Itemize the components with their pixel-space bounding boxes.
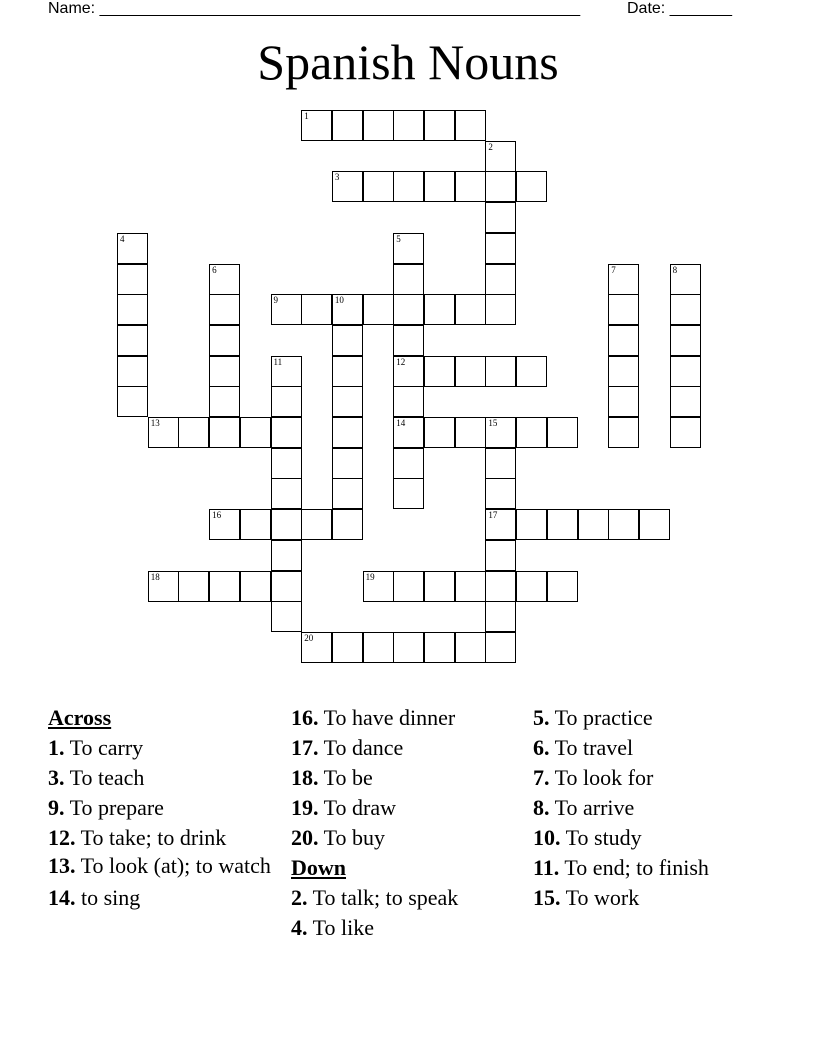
grid-cell[interactable] bbox=[485, 448, 516, 479]
grid-cell[interactable] bbox=[271, 294, 302, 325]
clue-number: 17 bbox=[488, 510, 498, 521]
grid-cell[interactable] bbox=[424, 356, 455, 387]
clue-item-text: To look (at); to watch bbox=[75, 853, 271, 878]
grid-cell[interactable] bbox=[240, 509, 271, 540]
clue-number: 9 bbox=[273, 295, 278, 306]
grid-cell[interactable] bbox=[332, 632, 363, 663]
grid-cell[interactable] bbox=[117, 264, 148, 295]
grid-cell[interactable] bbox=[301, 632, 332, 663]
grid-cell[interactable] bbox=[516, 571, 547, 602]
clue-item bbox=[533, 763, 793, 793]
name-field-label: Name: ______________________________________________________ bbox=[48, 0, 581, 17]
grid-cell[interactable] bbox=[271, 386, 302, 417]
grid-cell[interactable] bbox=[363, 571, 394, 602]
grid-cell[interactable] bbox=[547, 509, 578, 540]
grid-cell[interactable] bbox=[332, 386, 363, 417]
grid-cell[interactable] bbox=[271, 417, 302, 448]
grid-cell[interactable] bbox=[608, 509, 639, 540]
grid-cell[interactable] bbox=[332, 294, 363, 325]
clue-item-number: 6. bbox=[533, 735, 550, 760]
clue-item bbox=[48, 793, 273, 823]
down-heading: Down bbox=[291, 855, 347, 880]
grid-cell[interactable] bbox=[209, 386, 240, 417]
grid-cell[interactable] bbox=[393, 571, 424, 602]
grid-cell[interactable] bbox=[363, 294, 394, 325]
clue-number: 3 bbox=[334, 172, 340, 183]
grid-cell[interactable] bbox=[393, 356, 424, 387]
grid-cell[interactable] bbox=[332, 509, 363, 540]
grid-cell[interactable] bbox=[393, 386, 424, 417]
grid-cell[interactable] bbox=[332, 110, 363, 141]
clue-number: 11 bbox=[273, 356, 283, 367]
grid-cell[interactable] bbox=[516, 417, 547, 448]
grid-cell[interactable] bbox=[393, 294, 424, 325]
clue-item-text: To arrive bbox=[549, 795, 635, 820]
grid-cell[interactable] bbox=[455, 356, 486, 387]
grid-cell[interactable] bbox=[363, 110, 394, 141]
grid-cell[interactable] bbox=[393, 233, 424, 264]
grid-cell[interactable] bbox=[485, 478, 516, 509]
clue-item-text: To look for bbox=[549, 765, 654, 790]
clue-item-text: To dance bbox=[318, 735, 404, 760]
clue-item bbox=[48, 733, 273, 763]
grid-cell[interactable] bbox=[301, 294, 332, 325]
grid-cell[interactable] bbox=[485, 233, 516, 264]
grid-cell[interactable] bbox=[516, 509, 547, 540]
grid-cell[interactable] bbox=[485, 202, 516, 233]
clue-item bbox=[533, 823, 793, 853]
clue-number: 20 bbox=[304, 632, 314, 643]
grid-cell[interactable] bbox=[148, 417, 179, 448]
clue-item bbox=[48, 763, 273, 793]
grid-cell[interactable] bbox=[393, 478, 424, 509]
clue-item-number: 19. bbox=[291, 795, 319, 820]
grid-cell[interactable] bbox=[332, 417, 363, 448]
grid-cell[interactable] bbox=[393, 325, 424, 356]
grid-cell[interactable] bbox=[670, 294, 701, 325]
grid-cell[interactable] bbox=[516, 171, 547, 202]
grid-cell[interactable] bbox=[485, 141, 516, 172]
clue-item-number: 18. bbox=[291, 765, 319, 790]
clue-item-number: 10. bbox=[533, 825, 561, 850]
clue-item-text: To practice bbox=[549, 705, 653, 730]
clue-item-number: 11. bbox=[533, 855, 560, 880]
clue-number: 19 bbox=[365, 571, 375, 582]
grid-cell[interactable] bbox=[455, 171, 486, 202]
grid-cell[interactable] bbox=[455, 417, 486, 448]
clue-item-text: To travel bbox=[549, 735, 634, 760]
grid-cell[interactable] bbox=[117, 325, 148, 356]
clue-item-number: 16. bbox=[291, 705, 319, 730]
clue-number: 16 bbox=[212, 510, 222, 521]
grid-cell[interactable] bbox=[271, 601, 302, 632]
grid-cell[interactable] bbox=[117, 356, 148, 387]
grid-cell[interactable] bbox=[424, 171, 455, 202]
clue-item-text: To draw bbox=[318, 795, 396, 820]
clue-item-number: 3. bbox=[48, 765, 65, 790]
grid-cell[interactable] bbox=[271, 478, 302, 509]
grid-cell[interactable] bbox=[670, 417, 701, 448]
grid-cell[interactable] bbox=[271, 509, 302, 540]
grid-cell[interactable] bbox=[670, 325, 701, 356]
clue-item-number: 2. bbox=[291, 885, 308, 910]
clue-item bbox=[533, 793, 793, 823]
grid-cell[interactable] bbox=[301, 509, 332, 540]
clue-number: 18 bbox=[150, 571, 160, 582]
grid-cell[interactable] bbox=[209, 571, 240, 602]
grid-cell[interactable] bbox=[271, 448, 302, 479]
grid-cell[interactable] bbox=[117, 294, 148, 325]
clue-item bbox=[291, 883, 521, 913]
clue-item bbox=[291, 823, 521, 853]
clue-number: 5 bbox=[396, 233, 401, 244]
grid-cell[interactable] bbox=[332, 356, 363, 387]
grid-cell[interactable] bbox=[424, 110, 455, 141]
grid-cell[interactable] bbox=[424, 294, 455, 325]
grid-cell[interactable] bbox=[332, 478, 363, 509]
clue-item-number: 1. bbox=[48, 735, 65, 760]
clue-item bbox=[533, 703, 793, 733]
grid-cell[interactable] bbox=[148, 571, 179, 602]
grid-cell[interactable] bbox=[117, 386, 148, 417]
grid-cell[interactable] bbox=[301, 110, 332, 141]
clue-item-text: to sing bbox=[75, 885, 141, 910]
clue-number: 6 bbox=[212, 264, 217, 275]
clue-item bbox=[48, 823, 273, 853]
puzzle-title: Spanish Nouns bbox=[257, 34, 559, 90]
grid-cell[interactable] bbox=[271, 540, 302, 571]
grid-cell[interactable] bbox=[670, 386, 701, 417]
clue-number: 7 bbox=[611, 264, 616, 275]
grid-cell[interactable] bbox=[608, 417, 639, 448]
grid-cell[interactable] bbox=[271, 356, 302, 387]
clue-item bbox=[48, 853, 273, 883]
clue-item bbox=[291, 733, 521, 763]
grid-cell[interactable] bbox=[516, 356, 547, 387]
clue-number: 1 bbox=[304, 111, 309, 121]
grid-cell[interactable] bbox=[209, 509, 240, 540]
clue-item-text: To take; to drink bbox=[75, 825, 227, 850]
grid-cell[interactable] bbox=[332, 325, 363, 356]
grid-cell[interactable] bbox=[485, 171, 516, 202]
grid-cell[interactable] bbox=[393, 632, 424, 663]
grid-cell[interactable] bbox=[485, 417, 516, 448]
clue-item-text: To carry bbox=[64, 735, 144, 760]
clue-number: 13 bbox=[150, 418, 160, 428]
grid-cell[interactable] bbox=[485, 509, 516, 540]
grid-cell[interactable] bbox=[363, 632, 394, 663]
clue-column-2 bbox=[291, 703, 521, 943]
clue-item-text: To teach bbox=[64, 765, 145, 790]
clue-number: 14 bbox=[396, 418, 406, 428]
grid-cell[interactable] bbox=[485, 571, 516, 602]
grid-cell[interactable] bbox=[209, 417, 240, 448]
grid-cell[interactable] bbox=[485, 294, 516, 325]
clue-item-text: To prepare bbox=[64, 795, 164, 820]
clue-item-text: To talk; to speak bbox=[307, 885, 459, 910]
clue-number: 4 bbox=[120, 233, 125, 244]
grid-cell[interactable] bbox=[608, 386, 639, 417]
grid-cell[interactable] bbox=[117, 233, 148, 264]
grid-cell[interactable] bbox=[670, 356, 701, 387]
grid-cell[interactable] bbox=[393, 110, 424, 141]
grid-cell[interactable] bbox=[608, 356, 639, 387]
clue-item-number: 12. bbox=[48, 825, 76, 850]
clue-item-number: 17. bbox=[291, 735, 319, 760]
clue-number: 8 bbox=[672, 264, 678, 275]
clue-number: 12 bbox=[396, 356, 406, 367]
clue-column-1 bbox=[48, 703, 273, 913]
grid-cell[interactable] bbox=[240, 417, 271, 448]
grid-cell[interactable] bbox=[485, 356, 516, 387]
grid-cell[interactable] bbox=[455, 632, 486, 663]
clue-item-text: To be bbox=[318, 765, 373, 790]
grid-cell[interactable] bbox=[178, 417, 209, 448]
clue-item-text: To work bbox=[560, 885, 640, 910]
clue-item bbox=[291, 763, 521, 793]
grid-cell[interactable] bbox=[547, 417, 578, 448]
grid-cell[interactable] bbox=[424, 571, 455, 602]
clue-item-number: 5. bbox=[533, 705, 550, 730]
clue-item-text: To have dinner bbox=[318, 705, 456, 730]
grid-cell[interactable] bbox=[639, 509, 670, 540]
clue-item-number: 13. bbox=[48, 853, 76, 878]
grid-cell[interactable] bbox=[455, 110, 486, 141]
grid-cell[interactable] bbox=[424, 417, 455, 448]
clue-item-number: 14. bbox=[48, 885, 76, 910]
clue-item-number: 9. bbox=[48, 795, 65, 820]
grid-cell[interactable] bbox=[240, 571, 271, 602]
clue-item-number: 15. bbox=[533, 885, 561, 910]
clue-item bbox=[533, 733, 793, 763]
clue-item bbox=[291, 703, 521, 733]
grid-cell[interactable] bbox=[455, 571, 486, 602]
clue-item bbox=[291, 793, 521, 823]
grid-cell[interactable] bbox=[332, 448, 363, 479]
clue-item bbox=[291, 913, 521, 943]
across-heading: Across bbox=[48, 705, 112, 730]
grid-cell[interactable] bbox=[424, 632, 455, 663]
clue-item-text: To study bbox=[560, 825, 642, 850]
clue-item bbox=[48, 883, 273, 913]
grid-cell[interactable] bbox=[332, 171, 363, 202]
grid-cell[interactable] bbox=[485, 632, 516, 663]
grid-cell[interactable] bbox=[393, 171, 424, 202]
grid-cell[interactable] bbox=[608, 294, 639, 325]
grid-cell[interactable] bbox=[209, 356, 240, 387]
clue-item-number: 4. bbox=[291, 915, 308, 940]
clue-item bbox=[533, 853, 793, 883]
clue-column-3 bbox=[533, 703, 793, 913]
clue-item-number: 7. bbox=[533, 765, 550, 790]
grid-cell[interactable] bbox=[485, 540, 516, 571]
clue-number: 10 bbox=[334, 295, 344, 306]
clue-number: 2 bbox=[488, 141, 493, 152]
clue-item-number: 20. bbox=[291, 825, 319, 850]
clue-item-number: 8. bbox=[533, 795, 550, 820]
clue-item bbox=[533, 883, 793, 913]
grid-cell[interactable] bbox=[455, 294, 486, 325]
grid-cell[interactable] bbox=[178, 571, 209, 602]
grid-cell[interactable] bbox=[485, 601, 516, 632]
grid-cell[interactable] bbox=[608, 325, 639, 356]
clue-item-text: To buy bbox=[318, 825, 386, 850]
grid-cell[interactable] bbox=[271, 571, 302, 602]
clue-item-text: To end; to finish bbox=[559, 855, 709, 880]
clue-number: 15 bbox=[488, 418, 498, 428]
date-field-label: Date: _______ bbox=[627, 0, 732, 17]
grid-cell[interactable] bbox=[578, 509, 609, 540]
grid-cell[interactable] bbox=[393, 417, 424, 448]
grid-cell[interactable] bbox=[485, 264, 516, 295]
grid-cell[interactable] bbox=[363, 171, 394, 202]
grid-cell[interactable] bbox=[209, 325, 240, 356]
grid-cell[interactable] bbox=[209, 264, 240, 295]
grid-cell[interactable] bbox=[209, 294, 240, 325]
grid-cell[interactable] bbox=[608, 264, 639, 295]
grid-cell[interactable] bbox=[393, 264, 424, 295]
clue-item-text: To like bbox=[307, 915, 374, 940]
grid-cell[interactable] bbox=[670, 264, 701, 295]
grid-cell[interactable] bbox=[547, 571, 578, 602]
grid-cell[interactable] bbox=[393, 448, 424, 479]
